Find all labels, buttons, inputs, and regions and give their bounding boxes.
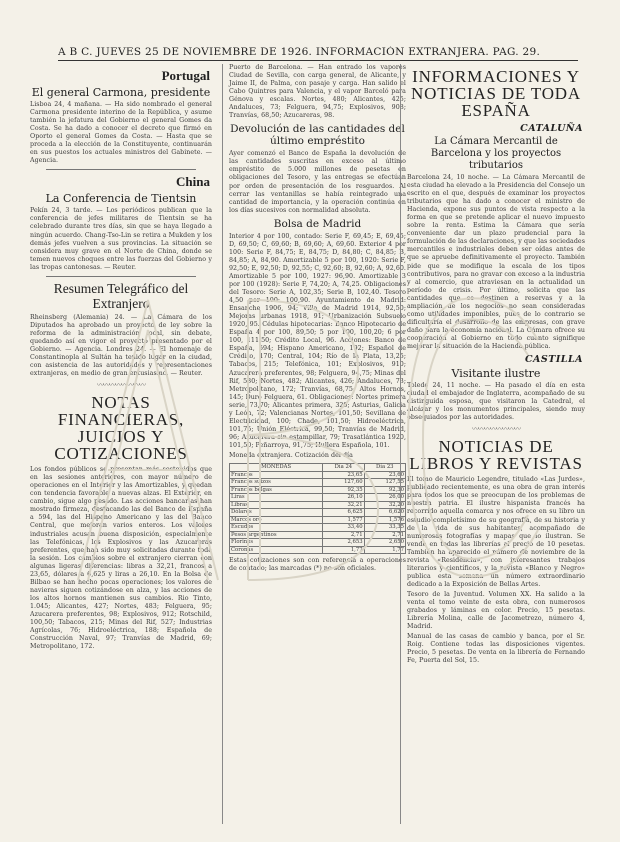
table-cell: Liras — [230, 494, 323, 502]
table-cell: 23,65 — [323, 471, 364, 479]
headline-devolucion: Devolución de las cantidades del último empréstito — [230, 123, 405, 148]
headline-tientsin: La Conferencia de Tientsin — [45, 192, 197, 206]
table-row — [230, 531, 406, 539]
table-cell: 1,577 — [323, 516, 364, 524]
ornament-divider: 〰〰〰〰〰〰〰〰 — [472, 425, 520, 434]
headline-notas: NOTAS FINANCIERAS, JUICIOS Y COTIZACIONES — [54, 393, 188, 464]
table-cell: 23,60 — [364, 471, 405, 479]
table-cell: Libras — [230, 501, 323, 509]
column-1 — [30, 64, 212, 824]
table-cell: Francos belgas — [230, 486, 323, 494]
table-row — [230, 524, 406, 532]
table-cell: 92,30 — [364, 486, 405, 494]
article-china: Pekín 24, 3 tarde. — Los periódicos publican que la conferencia de jefes militares de Tientsin se ha celebrado durante tres días, sin que se haya llegado a ningún acuerdo. Chang-Tso-Lin se retira a Mukden y los demás jefes vuelven a sus provincias. La situación se considera muy grave en el Norte de China, donde se temen nuevos choques entre las fuerzas del Gobierno y las tropas cantonesas. — Reuter. — [30, 207, 212, 271]
table-cell: Marcos oro — [230, 516, 323, 524]
article-portugal: Lisboa 24, 4 mañana. — Ha sido nombrado el general Carmona presidente interino de la República, y asume también la jefatura del Gobierno el general Gomes da Costa. Se ha dado a conocer el decreto que firmó en Oporto el general Gomes da Costa. — Hasta que se proceda a la elección de la Constituyente, continuarán en sus puestos los actuales ministros del Gabinete. — Agencia. — [30, 101, 212, 165]
divider — [46, 276, 196, 277]
table-cell: Francos — [230, 471, 323, 479]
headline-informaciones: INFORMACIONES Y NOTICIAS DE TODA ESPAÑA — [411, 67, 581, 120]
article-resumen: Rheinsberg (Alemania) 24. — La Cámara de los Diputados ha aprobado un proyecto de ley sobre la reforma de la administración local, sin debate, quedando así en vigor el proyecto presentado por el Gobierno. — Agencia. Londres 24. — El homenaje de Constantinopla al Sultán ha tenido lugar en la ciudad, con asistencia de las autoridades y representaciones extranjeras, en medio de gran entusiasmo. — Reuter. — [30, 313, 212, 378]
article-camara: Barcelona 24, 10 noche. — La Cámara Mercantil de esta ciudad ha elevado a la Presidencia del Consejo un escrito en el que, después de examinar los proyectos tributarios que ha dado a conocer el ministro de Hacienda, expone sus puntos de vista respecto a la forma en que se pretende aplicar el nuevo impuesto sobre la renta. Estima la Cámara que sería conveniente dar un plazo prudencial para la formulación de las declaraciones, y que las sociedades mercantiles e industriales deben ser oídas antes de que se apruebe definitivamente el proyecto. También pide que se modifique la escala de los tipos contributivos, para no gravar con exceso a la industria y al comercio, que atraviesan en la actualidad un período de crisis. Por último, solicita que las cantidades que se destinen a reservas y a la ampliación de los negocios no sean consideradas como utilidades imponibles, pues de lo contrario se dificultaría el desarrollo de las empresas, con grave daño para la economía nacional. La Cámara ofrece su cooperación al Gobierno en todo cuanto signifique mejorar la situación de la Hacienda pública. — [407, 174, 585, 350]
table-row — [230, 509, 406, 517]
table-header-cell: Día 24 — [323, 464, 364, 472]
headline-resumen: Resumen Telegráfico del Extranjero — [53, 280, 189, 311]
table-cell: 26,10 — [323, 494, 364, 502]
headline-visitante: Visitante ilustre — [451, 367, 541, 381]
table-row — [230, 539, 406, 547]
table-cell: 1,77 — [364, 546, 405, 554]
table-cell: 32,21 — [323, 501, 364, 509]
headline-camara: La Cámara Mercantil de Barcelona y los proyectos tributarios — [430, 136, 562, 171]
table-row — [230, 479, 406, 487]
table-cell: 32,20 — [364, 501, 405, 509]
notice-1: Tesoro de la Juventud. Volumen XX. Ha salido a la venta el tomo veinte de esta obra, con numerosos grabados y láminas en color. Precio, 15 pesetas. Librería Molina, calle de Jacometrezo, número 4, Madrid. — [407, 590, 585, 631]
table-row — [230, 471, 406, 479]
table-cell: Dólares — [230, 509, 323, 517]
article-notas: Los fondos públicos se presentan más sostenidos que en las sesiones anteriores, con mayor número de operaciones en el Interior y las Amortizables, y quedan con tendencia favorable a nuevas alzas. El Exterior, en cambio, sigue algo pesado. Las acciones bancarias han mostrado firmeza, destacando las del Banco de España a 594, las del Hispano Americano y las del Banco Central, que mejoran varios enteros. Los valores industriales acusan buena disposición, especialmente las Telefónicas, los Explosivos y las Azucareras preferentes, que han sido muy solicitadas durante toda la sesión. Los cambios sobre el extranjero cierran con algunas ligeras diferencias: libras a 32,21, francos a 23,65, dólares a 6,625 y liras a 26,10. En la Bolsa de Bilbao se han hecho pocas operaciones; los valores de navieras siguen cotizándose en alza, y las acciones de los altos hornos mantienen sus cambios. Rio Tinto, 1.045; Alicantes, 427; Nortes, 483; Felguera, 95; Azucarera preferentes, 98; Explosivos, 912; Rotschild, 100,50; Tabacos, 215; Minas del Rif, 527; Industrias Agrícolas, 76; Hidroeléctrica, 188; Española de Construcción Naval, 97; Tranvías de Madrid, 69; Metropolitano, 172. — [30, 466, 212, 651]
table-cell: 6,625 — [323, 509, 364, 517]
table-cell: 1,576 — [364, 516, 405, 524]
kicker-china: China — [176, 174, 210, 190]
table-row — [230, 516, 406, 524]
table-row — [230, 486, 406, 494]
currency-table — [229, 463, 406, 554]
ornament-divider: 〰〰〰〰〰〰〰〰 — [97, 381, 145, 390]
table-cell: 6,620 — [364, 509, 405, 517]
table-cell: Francos suizos — [230, 479, 323, 487]
table-cell: 33,40 — [323, 524, 364, 532]
headline-bolsa: Bolsa de Madrid — [273, 217, 362, 230]
article-visitante: Toledo 24, 11 noche. — Ha pasado el día en esta ciudad el embajador de Inglaterra, acompañado de su distinguida esposa, que visitaron la Catedral, el Alcázar y los monumentos principales, siendo muy obsequiados por las autoridades. — [407, 382, 585, 422]
kicker-portugal: Portugal — [161, 68, 210, 83]
table-cell: 2,71 — [364, 531, 405, 539]
table-cell: 127,60 — [323, 479, 364, 487]
article-libros: El tomo de Mauricio Legendre, titulado «Las Jurdes», publicado recientemente, es una obra de gran interés para todos los que se preocupan de los problemas de nuestra patria. El ilustre hispanista francés ha recorrido aquella comarca y nos ofrece en su libro un estudio completísimo de su geografía, de su historia y de la vida de sus habitantes, acompañado de numerosas fotografías y mapas que lo ilustran. Se vende en todas las librerías al precio de 10 pesetas. También ha aparecido el número de noviembre de la revista «Residencia», con interesantes trabajos literarios y científicos, y la revista «Blanco y Negro» publica esta semana un número extraordinario dedicado a la Exposición de Bellas Artes. — [407, 476, 585, 588]
table-cell: 92,35 — [323, 486, 364, 494]
table-cell: 1,77 — [323, 546, 364, 554]
region-castilla: CASTILLA — [524, 354, 583, 366]
page-header: A B C. JUEVES 25 DE NOVIEMBRE DE 1926. INFORMACIÓN EXTRANJERA. PAG. 29. — [58, 46, 578, 61]
divider — [46, 169, 196, 170]
article-devolucion: Ayer comenzó el Banco de España la devolución de las cantidades suscritas en exceso al último empréstito de 5.000 millones de pesetas en obligaciones del Tesoro, y las entregas se efectúan por orden de presentación de los resguardos. Al cerrar las ventanillas se había reintegrado una cantidad de importancia, y la operación continúa en los días sucesivos con normalidad absoluta. — [229, 150, 406, 214]
article-puerto: Puerto de Barcelona. — Han entrado los vapores Ciudad de Sevilla, con carga general, de Alicante, y Jaime II, de Palma, con pasaje y carga. Han salido el Cabo Quintres para Valencia, y el vapor Barceló para Génova y escalas. Nortes, 480; Alicantes, 425; Andaluces, 73; Felguera, 94,75; Explosivos, 908; Tranvías, 68,50; Azucareras, 98. — [229, 64, 406, 120]
column-3 — [400, 64, 585, 824]
table-cell: Florines — [230, 539, 323, 547]
column-2 — [222, 64, 406, 824]
notice-2: Manual de las casas de cambio y banca, por el Sr. Roig. Contiene todas las disposiciones vigentes. Precio, 5 pesetas. De venta en la librería de Fernando Fe, Puerta del Sol, 15. — [407, 633, 585, 665]
table-cell: 2,71 — [323, 531, 364, 539]
region-catalunya: CATALUÑA — [520, 123, 583, 134]
table-header-cell: MONEDAS — [230, 464, 323, 472]
table-cell: Coronas — [230, 546, 323, 554]
table-caption: Moneda extranjera. Cotización del día — [229, 451, 353, 459]
article-bolsa: Interior 4 por 100, contado: Serie F, 69,45; E, 69,45; D, 69,50; C, 69,60; B, 69,60; A, 69,60. Exterior 4 por 100: Serie F, 84,75; E, 84,75; D, 84,80; C, 84,85; B, 84,85; A, 84,90. Amortizable 5 por 100, 1920: Serie F, 92,50; E, 92,50; D, 92,55; C, 92,60; B, 92,60; A, 92,60. Amortizable 5 por 100, 1927: 96,90. Amortizable 3 por 100 (1928): Serie F, 74,20; A, 74,25. Obligaciones del Tesoro: Serie A, 102,35; Serie B, 102,40. Tesoro 4,50 por 100: 100,90. Ayuntamiento de Madrid: Ensanche 1906, 94; Villa de Madrid 1914, 92,50; Mejoras urbanas 1918, 91; Urbanización Subsuelo 1920, 95. Cédulas hipotecarias: Banco Hipotecario de España 4 por 100, 89,50; 5 por 100, 100,20; 6 por 100, 111,50; Crédito Local, 96. Acciones: Banco de España, 594; Hispano Americano, 192; Español de Crédito, 170; Central, 104; Río de la Plata, 13,25; Tabacos, 215; Telefónica, 101; Explosivos, 910; Azucarera preferentes, 98; Felguera, 94,75; Minas del Rif, 530; Nortes, 482; Alicantes, 426; Andaluces, 73; Metropolitano, 172; Tranvías, 68,75; Altos Hornos, 145; Duro Felguera, 61. Obligaciones: Nortes primera serie, 73,70; Alicantes primera, 320; Asturias, Galicia y León, 72; Valencianas Nortes, 101,50; Sevillana de Electricidad, 100; Chade, 101,50; Hidroeléctrica, 101,75; Unión Eléctrica, 99,50; Tranvías de Madrid, 96; Azucarera sin estampillar, 79; Trasatlántica 1920, 101,50; Peñarroya, 91,75; Hullera Española, 101. — [229, 232, 406, 449]
table-header-cell: Día 23 — [364, 464, 405, 472]
table-cell: 2,650 — [364, 539, 405, 547]
table-row — [230, 494, 406, 502]
table-row — [230, 501, 406, 509]
table-note: Estas cotizaciones son con referencia a operaciones de contado; las marcadas (*) no son oficiales. — [229, 557, 406, 573]
table-cell: 26,00 — [364, 494, 405, 502]
headline-carmona: El general Carmona, presidente — [31, 86, 211, 99]
table-cell: 2,653 — [323, 539, 364, 547]
table-cell: 33,35 — [364, 524, 405, 532]
headline-libros: NOTICIAS DE LIBROS Y REVISTAS — [409, 437, 583, 474]
table-cell: 127,55 — [364, 479, 405, 487]
table-row — [230, 546, 406, 554]
table-cell: Escudos — [230, 524, 323, 532]
table-cell: Pesos argentinos — [230, 531, 323, 539]
